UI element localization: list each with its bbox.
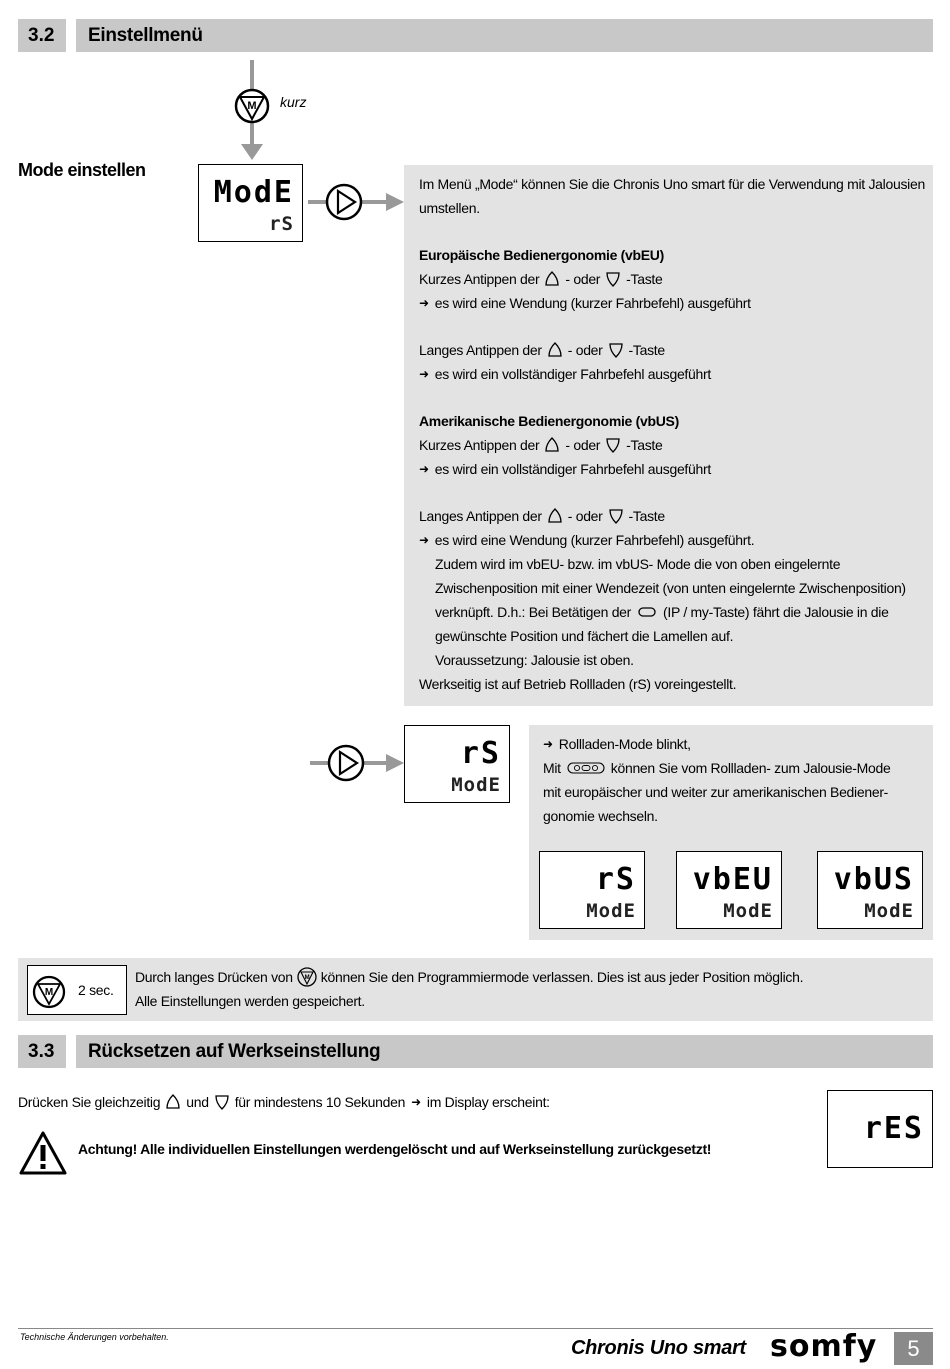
lcd-display-mode (198, 164, 303, 242)
us-heading: Amerikanische Bedienergonomie (vbUS) (419, 413, 679, 429)
next-arrow-icon (308, 180, 404, 224)
us-long-result: es wird eine Wendung (kurzer Fahrbefehl) ausgeführt. (434, 532, 755, 548)
arrow-icon: ➜ (419, 533, 429, 547)
up-key-icon (548, 341, 562, 359)
section-title: Einstellmenü (76, 19, 933, 52)
rs-line-2-text: Mit (543, 760, 561, 776)
lcd-display-res (827, 1090, 933, 1168)
lcd-option-vbeu (676, 851, 782, 929)
eu-heading: Europäische Bedienergonomie (vbEU) (419, 247, 664, 263)
reset-text-a: Drücken Sie gleichzeitig (18, 1094, 161, 1110)
rs-info-box (529, 725, 933, 940)
factory-note: Werkseitig ist auf Betrieb Rollladen (rS) voreingestellt. (419, 676, 737, 692)
lcd-sub-text: ModE (451, 774, 501, 796)
us-long-or: - oder (567, 508, 603, 524)
warning-icon (18, 1130, 68, 1176)
rs-line-4: gonomie wechseln. (543, 808, 658, 824)
arrow-icon: ➜ (411, 1095, 421, 1109)
svg-text:M: M (44, 987, 54, 998)
page-number: 5 (894, 1332, 933, 1365)
us-long-text: Langes Antippen der (419, 508, 542, 524)
eu-short-line (419, 267, 663, 291)
mode-info-box (404, 165, 933, 706)
us-short-or: - oder (565, 437, 601, 453)
us-short-line (419, 433, 663, 457)
arrow-icon: ➜ (419, 462, 429, 476)
section-title: Rücksetzen auf Werkseinstellung (76, 1035, 933, 1068)
down-key-icon (606, 436, 620, 454)
reset-text-c: für mindestens 10 Sekunden (234, 1094, 406, 1110)
note-2: Zwischenposition mit einer Wendezeit (von unten eingelernte Zwischenposition) (435, 580, 906, 596)
somfy-logo: somfy (770, 1329, 878, 1364)
lcd-sub-text: ModE (864, 900, 914, 922)
menu-button-icon (228, 60, 278, 162)
eu-long-line (419, 338, 665, 362)
eu-short-or: - oder (565, 271, 601, 287)
footer-disclaimer: Technische Änderungen vorbehalten. (20, 1332, 169, 1342)
rs-line-2 (543, 756, 890, 780)
us-short-key: -Taste (626, 437, 663, 453)
kurz-label: kurz (280, 94, 307, 110)
section-number: 3.2 (18, 19, 66, 52)
arrow-icon: ➜ (419, 296, 429, 310)
eu-short-text: Kurzes Antippen der (419, 271, 540, 287)
rs-line-3: mit europäischer und weiter zur amerikanischen Bediener- (543, 784, 889, 800)
info-intro-1: Im Menü „Mode“ können Sie die Chronis Uno smart für die Verwendung mit Jalousien (419, 176, 925, 192)
exit-button-panel (27, 965, 127, 1015)
eu-long-or: - oder (567, 342, 603, 358)
lcd-main-text: vbEU (692, 862, 773, 897)
info-intro-2: umstellen. (419, 200, 480, 216)
footer-product: Chronis Uno smart (571, 1337, 746, 1359)
note-5: Voraussetzung: Jalousie ist oben. (435, 652, 634, 668)
note-4: gewünschte Position und fächert die Lamellen auf. (435, 628, 734, 644)
lcd-main-text: rS (460, 736, 501, 771)
down-key-icon (609, 341, 623, 359)
arrow-icon: ➜ (543, 737, 553, 751)
lcd-sub-text: ModE (723, 900, 773, 922)
up-key-icon (548, 507, 562, 525)
rs-line-1-text: Rollladen-Mode blinkt, (558, 736, 691, 752)
next-arrow-icon (310, 741, 404, 785)
eu-short-result-line (419, 291, 751, 315)
eu-short-key: -Taste (626, 271, 663, 287)
exit-mode-box (18, 958, 933, 1021)
arrow-icon: ➜ (419, 367, 429, 381)
mode-heading: Mode einstellen (18, 160, 146, 180)
us-long-key: -Taste (628, 508, 665, 524)
menu-button-icon (32, 975, 66, 1009)
lcd-display-rs (404, 725, 510, 803)
menu-key-icon (297, 967, 317, 987)
lcd-main-text: ModE (213, 175, 294, 210)
rs-line-1 (543, 732, 691, 756)
reset-instructions (18, 1090, 550, 1114)
us-long-result-line (419, 528, 754, 552)
keypad-icon (567, 762, 605, 774)
lcd-main-text: rES (863, 1111, 924, 1146)
us-short-result-line (419, 457, 711, 481)
us-short-result: es wird ein vollständiger Fahrbefehl ausgeführt (434, 461, 711, 477)
down-key-icon (215, 1093, 229, 1111)
down-key-icon (606, 270, 620, 288)
note-3-text: verknüpft. D.h.: Bei Betätigen der (435, 604, 632, 620)
eu-long-result-line (419, 362, 711, 386)
note-3-rest: (IP / my-Taste) fährt die Jalousie in die (663, 604, 889, 620)
exit-duration: 2 sec. (78, 982, 114, 998)
down-key-icon (609, 507, 623, 525)
exit-line-1-text: Durch langes Drücken von (135, 969, 293, 985)
lcd-main-text: rS (595, 862, 636, 897)
us-long-line (419, 504, 665, 528)
exit-line-1-rest: können Sie den Programmiermode verlassen. Dies ist aus jeder Position möglich. (320, 969, 804, 985)
exit-line-2: Alle Einstellungen werden gespeichert. (135, 993, 365, 1009)
section-number: 3.3 (18, 1035, 66, 1068)
reset-text-d: im Display erscheint: (426, 1094, 550, 1110)
svg-text:M: M (247, 100, 257, 112)
up-key-icon (545, 436, 559, 454)
up-key-icon (166, 1093, 180, 1111)
lcd-sub-text: rS (269, 213, 294, 235)
lcd-sub-text: ModE (586, 900, 636, 922)
lcd-main-text: vbUS (833, 862, 914, 897)
svg-text:M: M (304, 975, 310, 981)
eu-short-result: es wird eine Wendung (kurzer Fahrbefehl) ausgeführt (434, 295, 751, 311)
warning-text: Achtung! Alle individuellen Einstellungen werdengelöscht und auf Werkseinstellung zurückgesetzt! (78, 1141, 712, 1157)
eu-long-text: Langes Antippen der (419, 342, 542, 358)
lcd-option-vbus (817, 851, 923, 929)
lcd-option-rs (539, 851, 645, 929)
my-key-icon (637, 606, 657, 618)
eu-long-result: es wird ein vollständiger Fahrbefehl ausgeführt (434, 366, 711, 382)
note-1: Zudem wird im vbEU- bzw. im vbUS- Mode die von oben eingelernte (435, 556, 841, 572)
reset-text-b: und (186, 1094, 209, 1110)
rs-line-2-rest: können Sie vom Rollladen- zum Jalousie-Mode (610, 760, 891, 776)
eu-long-key: -Taste (628, 342, 665, 358)
exit-line-1 (135, 965, 803, 989)
us-short-text: Kurzes Antippen der (419, 437, 540, 453)
up-key-icon (545, 270, 559, 288)
note-3-line (435, 600, 889, 624)
